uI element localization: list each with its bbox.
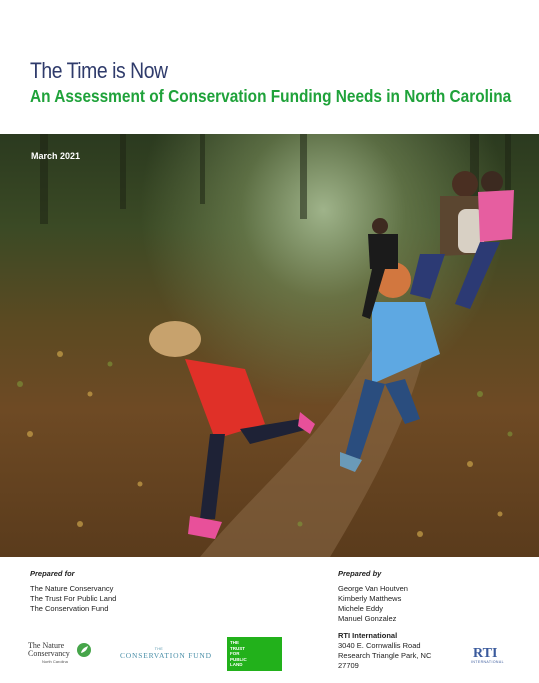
rti-logo xyxy=(468,647,513,665)
author-name: Kimberly Matthews xyxy=(338,594,402,603)
author-name: Manuel Gonzalez xyxy=(338,614,397,623)
cover-photo xyxy=(0,134,539,557)
tcf-logo-name: CONSERVATION FUND xyxy=(120,651,212,660)
tnc-logo-subtext: North Carolina xyxy=(42,659,68,664)
rti-logo-name: RTI xyxy=(473,646,498,661)
address-line: Research Triangle Park, NC xyxy=(338,651,432,660)
org-name: RTI International xyxy=(338,631,398,640)
author-name: George Van Houtven xyxy=(338,584,408,593)
prepared-for-item: The Nature Conservancy xyxy=(30,584,114,593)
oak-leaf-icon xyxy=(76,642,92,658)
tcf-logo-small: THE xyxy=(154,647,164,651)
prepared-by-label: Prepared by xyxy=(338,569,382,578)
tnc-logo-text: The Nature xyxy=(28,641,65,650)
report-subtitle: An Assessment of Conservation Funding Needs in North Carolina xyxy=(30,86,512,106)
report-title: The Time is Now xyxy=(30,58,168,83)
prepared-for-item: The Trust For Public Land xyxy=(30,594,117,603)
nature-conservancy-logo xyxy=(28,642,93,668)
address-line: 3040 E. Cornwallis Road xyxy=(338,641,421,650)
address-line: 27709 xyxy=(338,661,359,670)
author-name: Michele Eddy xyxy=(338,604,384,613)
prepared-for-label: Prepared for xyxy=(30,569,75,578)
rti-logo-small: INTERNATIONAL xyxy=(471,660,504,664)
tpl-logo-text: THE TRUST FOR PUBLIC LAND xyxy=(230,640,247,667)
conservation-fund-logo xyxy=(120,647,212,665)
report-date: March 2021 xyxy=(31,151,81,161)
children-running-illustration xyxy=(0,134,539,557)
tnc-logo-text: Conservancy xyxy=(28,649,70,658)
prepared-for-item: The Conservation Fund xyxy=(30,604,109,613)
trust-for-public-land-logo xyxy=(227,637,282,671)
